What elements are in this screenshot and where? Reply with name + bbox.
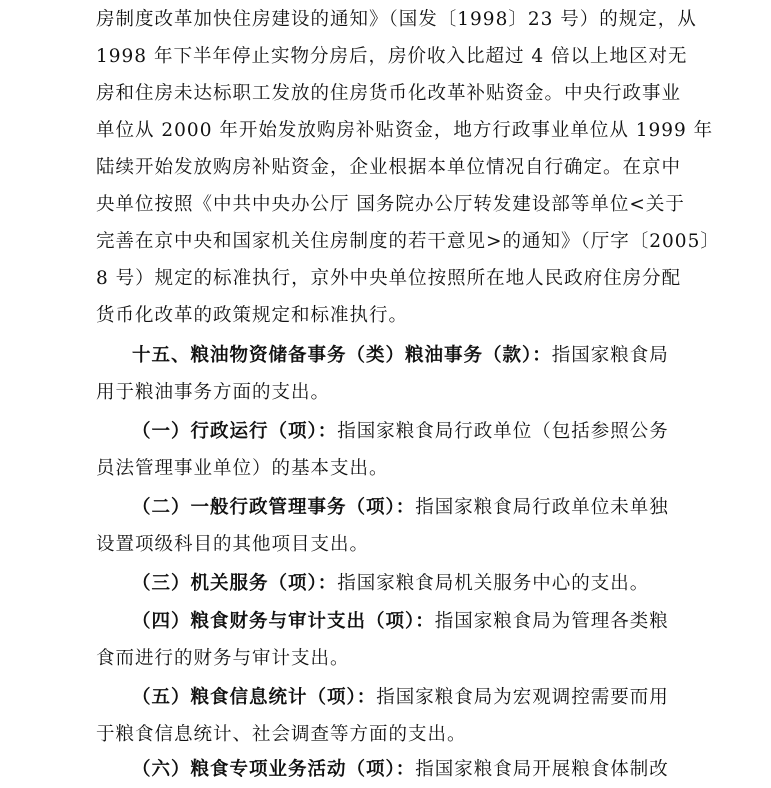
item-1-text: 指国家粮食局行政单位（包括参照公务 bbox=[337, 421, 669, 442]
body-line: 货币化改革的政策规定和标准执行。 bbox=[96, 305, 409, 326]
item-4-text: 指国家粮食局为管理各类粮 bbox=[434, 611, 669, 632]
item-5-text: 指国家粮食局为宏观调控需要而用 bbox=[376, 687, 669, 708]
item-1-line-2: 员法管理事业单位）的基本支出。 bbox=[96, 458, 389, 479]
item-6-text: 指国家粮食局开展粮食体制改 bbox=[415, 759, 669, 780]
item-4-line bbox=[132, 604, 696, 640]
item-1-heading: （一）行政运行（项）： bbox=[132, 421, 338, 442]
item-1-line bbox=[132, 414, 696, 450]
body-line: 陆续开始发放购房补贴资金，企业根据本单位情况自行确定。在京中 bbox=[96, 157, 682, 178]
item-2-heading: （二）一般行政管理事务（项）： bbox=[132, 497, 416, 518]
item-3-text: 指国家粮食局机关服务中心的支出。 bbox=[337, 573, 650, 594]
body-line: 房制度改革加快住房建设的通知》（国发〔1998〕23 号）的规定，从 bbox=[96, 9, 697, 30]
item-5-heading: （五）粮食信息统计（项）： bbox=[132, 687, 377, 708]
item-4-line-2: 食而进行的财务与审计支出。 bbox=[96, 648, 350, 669]
item-5-line bbox=[132, 680, 696, 716]
section-15-line bbox=[132, 338, 696, 374]
item-5-line-2: 于粮食信息统计、社会调查等方面的支出。 bbox=[96, 724, 467, 745]
section-15-text: 指国家粮食局 bbox=[551, 345, 669, 366]
item-3-heading: （三）机关服务（项）： bbox=[132, 573, 338, 594]
body-line: 央单位按照《中共中央办公厅 国务院办公厅转发建设部等单位<关于 bbox=[96, 194, 685, 215]
item-2-line-2: 设置项级科目的其他项目支出。 bbox=[96, 534, 370, 555]
item-6-line bbox=[132, 752, 696, 788]
body-line: 房和住房未达标职工发放的住房货币化改革补贴资金。中央行政事业 bbox=[96, 83, 682, 104]
body-line: 单位从 2000 年开始发放购房补贴资金，地方行政事业单位从 1999 年 bbox=[96, 120, 714, 141]
body-line: 完善在京中央和国家机关住房制度的若干意见>的通知》（厅字〔2005〕 bbox=[96, 231, 720, 252]
body-line: 1998 年下半年停止实物分房后，房价收入比超过 4 倍以上地区对无 bbox=[96, 46, 688, 67]
item-2-text: 指国家粮食局行政单位未单独 bbox=[415, 497, 669, 518]
item-3-line bbox=[132, 566, 696, 602]
item-6-heading: （六）粮食专项业务活动（项）： bbox=[132, 759, 416, 780]
body-line: 8 号）规定的标准执行，京外中央单位按照所在地人民政府住房分配 bbox=[96, 268, 682, 289]
section-15-heading: 十五、粮油物资储备事务（类）粮油事务（款）： bbox=[132, 345, 552, 366]
item-2-line bbox=[132, 490, 696, 526]
section-15-line-2: 用于粮油事务方面的支出。 bbox=[96, 382, 331, 403]
item-4-heading: （四）粮食财务与审计支出（项）： bbox=[132, 611, 435, 632]
